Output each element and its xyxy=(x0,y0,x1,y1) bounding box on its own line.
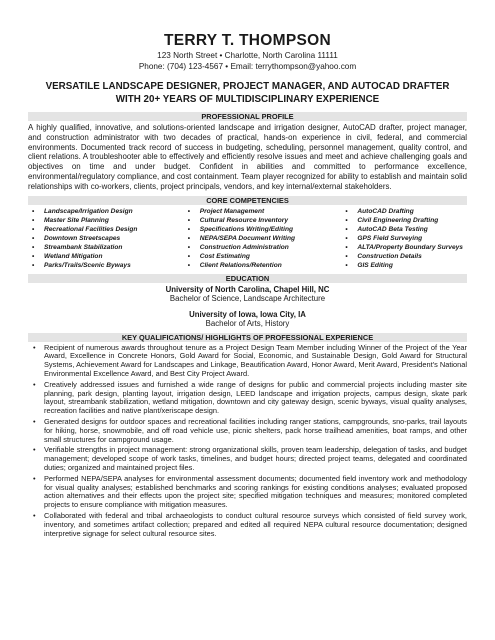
competencies-column-1 xyxy=(32,207,137,270)
competency-item: • Civil Engineering Drafting xyxy=(345,216,463,225)
qualification-item: • Recipient of numerous awards throughout tenure as a Project Design Team Member including Winner of the Project of the Year Award, Excellence in Concrete Honors, Gold Award for Social, Economic, and Sustainable Design, Gold Award for Structural Systems, Achievement Award for Landscapes and Linkage, Beautification Award, Honor Award, Merit Award, President's National Environmental Excellence Award, and Best City Project Award. xyxy=(44,344,467,379)
competencies-column-3 xyxy=(345,207,463,270)
qualification-item: • Collaborated with federal and tribal archaeologists to conduct cultural resource surveys which consisted of field survey work, inventory, and sometimes artifact collection; prepared and edited all required NEPA cultural resource documentation; designed interpretive signage for select cultural resource sites. xyxy=(44,512,467,538)
qualification-item: • Generated designs for outdoor spaces and recreational facilities including ranger stations, campgrounds, sno-parks, trail layouts for hiking, horse, snowmobile, and off road vehicle use, picnic shelters, pack horse trailhead amenities, boat ramps, and other small structures for campground usage. xyxy=(44,418,467,444)
competency-item: • Wetland Mitigation xyxy=(32,252,137,261)
profile-text: A highly qualified, innovative, and solutions-oriented landscape and irrigation designer, AutoCAD drafter, project manager, and construction administrator with two decades of practical, hands-on experience in civil, federal, and commercial environments. Documented track record of success in budgeting, scheduling, personnel management, quality control, and client relations. A troubleshooter able to effectively and efficiently resolve issues and meet and achieve challenging goals and objectives on time and under budget. Confident in abilities and committed to performance excellence, environmental/regulatory compliance, and cost containment. Team player recognized for ability to establish and maintain solid relationships with co-workers, clients, project principals, vendors, and key internal/external stakeholders. xyxy=(28,123,467,191)
competencies-grid xyxy=(28,207,467,270)
education-entry xyxy=(28,310,467,329)
competency-item: • Downtown Streetscapes xyxy=(32,234,137,243)
competencies-heading: CORE COMPETENCIES xyxy=(28,196,467,205)
competency-item: • Project Management xyxy=(188,207,295,216)
competency-item: • GIS Editing xyxy=(345,261,463,270)
school-name: University of North Carolina, Chapel Hill, NC xyxy=(165,284,330,294)
competency-item: • Streambank Stabilization xyxy=(32,243,137,252)
qualifications-list xyxy=(28,344,467,539)
education-heading: EDUCATION xyxy=(28,274,467,283)
address-line: 123 North Street • Charlotte, North Carolina 11111 xyxy=(157,51,338,60)
education-entry xyxy=(28,285,467,304)
degree-name: Bachelor of Science, Landscape Architecture xyxy=(169,294,326,304)
competency-item: • Cost Estimating xyxy=(188,252,295,261)
qualifications-heading: KEY QUALIFICATIONS/ HIGHLIGHTS OF PROFESSIONAL EXPERIENCE xyxy=(28,333,467,342)
competency-item: • GPS Field Surveying xyxy=(345,234,463,243)
competency-item: • AutoCAD Drafting xyxy=(345,207,463,216)
resume-headline: VERSATILE LANDSCAPE DESIGNER, PROJECT MANAGER, AND AUTOCAD DRAFTER WITH 20+ YEARS OF MULTIDISCIPLINARY EXPERIENCE xyxy=(45,81,450,105)
competency-item: • Client Relations/Retention xyxy=(188,261,295,270)
contact-line: Phone: (704) 123-4567 • Email: terrythompson@yahoo.com xyxy=(138,62,357,71)
competency-item: • ALTA/Property Boundary Surveys xyxy=(345,243,463,252)
competency-item: • Cultural Resource Inventory xyxy=(188,216,295,225)
qualification-item: • Creatively addressed issues and furnished a wide range of designs for public and commercial projects including master site planning, park design, planting layout, irrigation design, LEED landscape and irrigation projects, campus design, skate park layout, streambank stabilization, wetland mitigation, downtown and city gateway design, scenic byways, visual quality analyses, recreation facilities and native plant/xeriscape design. xyxy=(44,381,467,416)
competency-item: • AutoCAD Beta Testing xyxy=(345,225,463,234)
qualification-item: • Verifiable strengths in project management: strong organizational skills, proven team leadership, delegation of tasks, and budget management; developed scope of work tasks, timelines, and budget hours; directed project teams, delegated and coordinated duties; organized and maintained project files. xyxy=(44,446,467,472)
competency-item: • Master Site Planning xyxy=(32,216,137,225)
competency-item: • Construction Details xyxy=(345,252,463,261)
applicant-name: TERRY T. THOMPSON xyxy=(163,32,331,49)
qualification-item: • Performed NEPA/SEPA analyses for environmental assessment documents; documented field inventory work and methodology for visual quality analyses; established benchmarks and scoring rankings for existing conditions analyses; evaluated proposed action alternatives and their effects upon the project site; specified mitigation techniques and measures; monitored completed projects to ensure compliance with mitigation measures. xyxy=(44,475,467,510)
school-name: University of Iowa, Iowa City, IA xyxy=(189,309,306,319)
competency-item: • Specifications Writing/Editing xyxy=(188,225,295,234)
degree-name: Bachelor of Arts, History xyxy=(205,319,290,329)
competencies-column-2 xyxy=(188,207,295,270)
competency-item: • Construction Administration xyxy=(188,243,295,252)
competency-item: • NEPA/SEPA Document Writing xyxy=(188,234,295,243)
competency-item: • Recreational Facilities Design xyxy=(32,225,137,234)
profile-heading: PROFESSIONAL PROFILE xyxy=(28,112,467,121)
competency-item: • Parks/Trails/Scenic Byways xyxy=(32,261,137,270)
competency-item: • Landscape/Irrigation Design xyxy=(32,207,137,216)
